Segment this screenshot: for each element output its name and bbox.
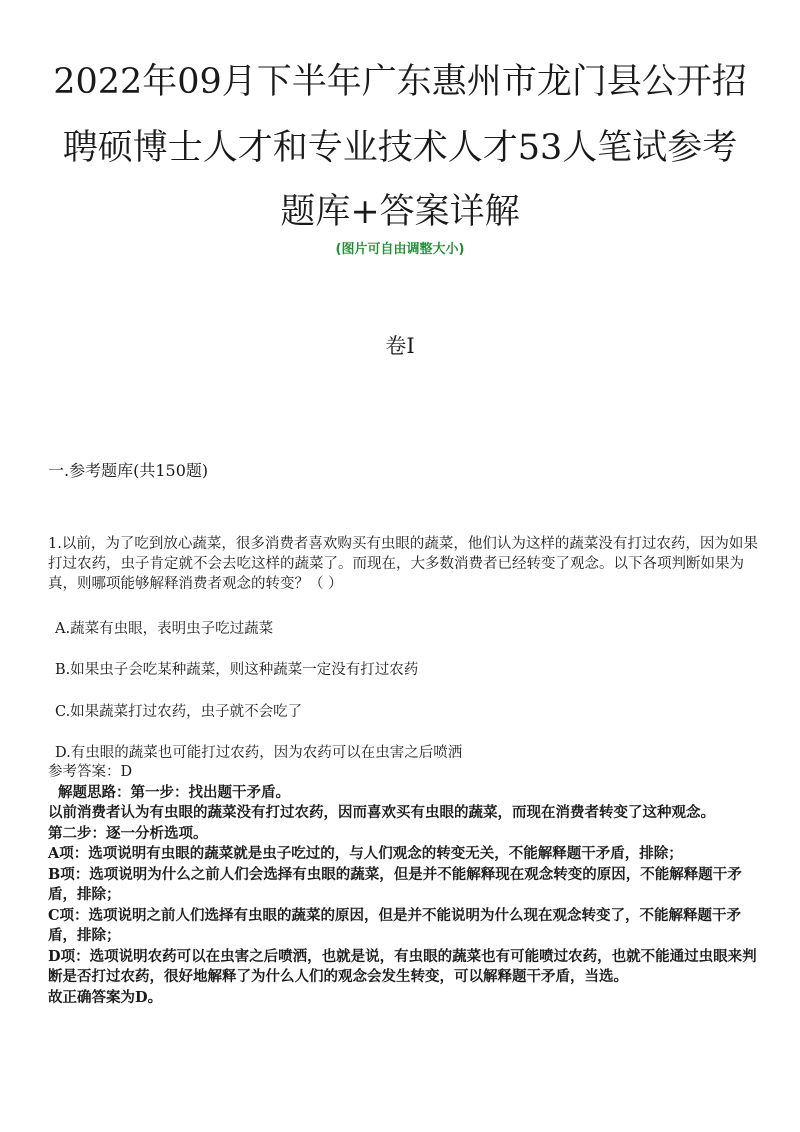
section-heading: 一.参考题库(共150题) — [48, 461, 209, 480]
answer-block — [48, 762, 763, 1008]
volume-label: 卷I — [385, 334, 415, 358]
document-title-line-3: 题库+答案详解 — [280, 192, 520, 232]
document-title-line-1: 2022年09月下半年广东惠州市龙门县公开招 — [53, 62, 747, 102]
answer-line: B项：选项说明为什么之前人们会选择有虫眼的蔬菜，但是并不能解释现在观念转变的原因，不能解释题干矛盾，排除； — [48, 865, 742, 903]
answer-line: 第二步：逐一分析选项。 — [48, 824, 208, 842]
answer-line: D项：选项说明农药可以在虫害之后喷洒，也就是说，有虫眼的蔬菜也有可能喷过农药，也就不能通过虫眼来判断是否打过农药，很好地解释了为什么人们的观念会发生转变，可以解释题干矛盾，当选。 — [48, 947, 757, 985]
answer-line: A项：选项说明有虫眼的蔬菜就是虫子吃过的，与人们观念的转变无关，不能解释题干矛盾，排除； — [48, 845, 683, 862]
option-a: A.蔬菜有虫眼，表明虫子吃过蔬菜 — [55, 621, 274, 637]
answer-line: 解题思路：第一步：找出题干矛盾。 — [58, 783, 290, 801]
option-b: B.如果虫子会吃某种蔬菜，则这种蔬菜一定没有打过农药 — [55, 662, 419, 678]
document-title-line-2: 聘硕博士人才和专业技术人才53人笔试参考 — [62, 128, 738, 168]
question-stem: 1.以前，为了吃到放心蔬菜，很多消费者喜欢购买有虫眼的蔬菜，他们认为这样的蔬菜没有打过农药，因为如果打过农药，虫子肯定就不会去吃这样的蔬菜了。而现在，大多数消费者已经转变了观念。以下各项判断如果为真，则哪项能够解释消费者观念的转变？（ ） — [48, 536, 758, 592]
answer-line: C项：选项说明之前人们选择有虫眼的蔬菜的原因，但是并不能说明为什么现在观念转变了，不能解释题干矛盾，排除； — [48, 906, 742, 944]
option-d: D.有虫眼的蔬菜也可能打过农药，因为农药可以在虫害之后喷洒 — [55, 745, 463, 761]
option-c: C.如果蔬菜打过农药，虫子就不会吃了 — [55, 704, 303, 720]
answer-line: 以前消费者认为有虫眼的蔬菜没有打过农药，因而喜欢买有虫眼的蔬菜，而现在消费者转变了这种观念。 — [48, 804, 715, 821]
answer-label: 参考答案：D — [48, 764, 133, 780]
answer-line: 故正确答案为D。 — [48, 988, 163, 1006]
document-subtitle: (图片可自由调整大小) — [335, 242, 465, 257]
